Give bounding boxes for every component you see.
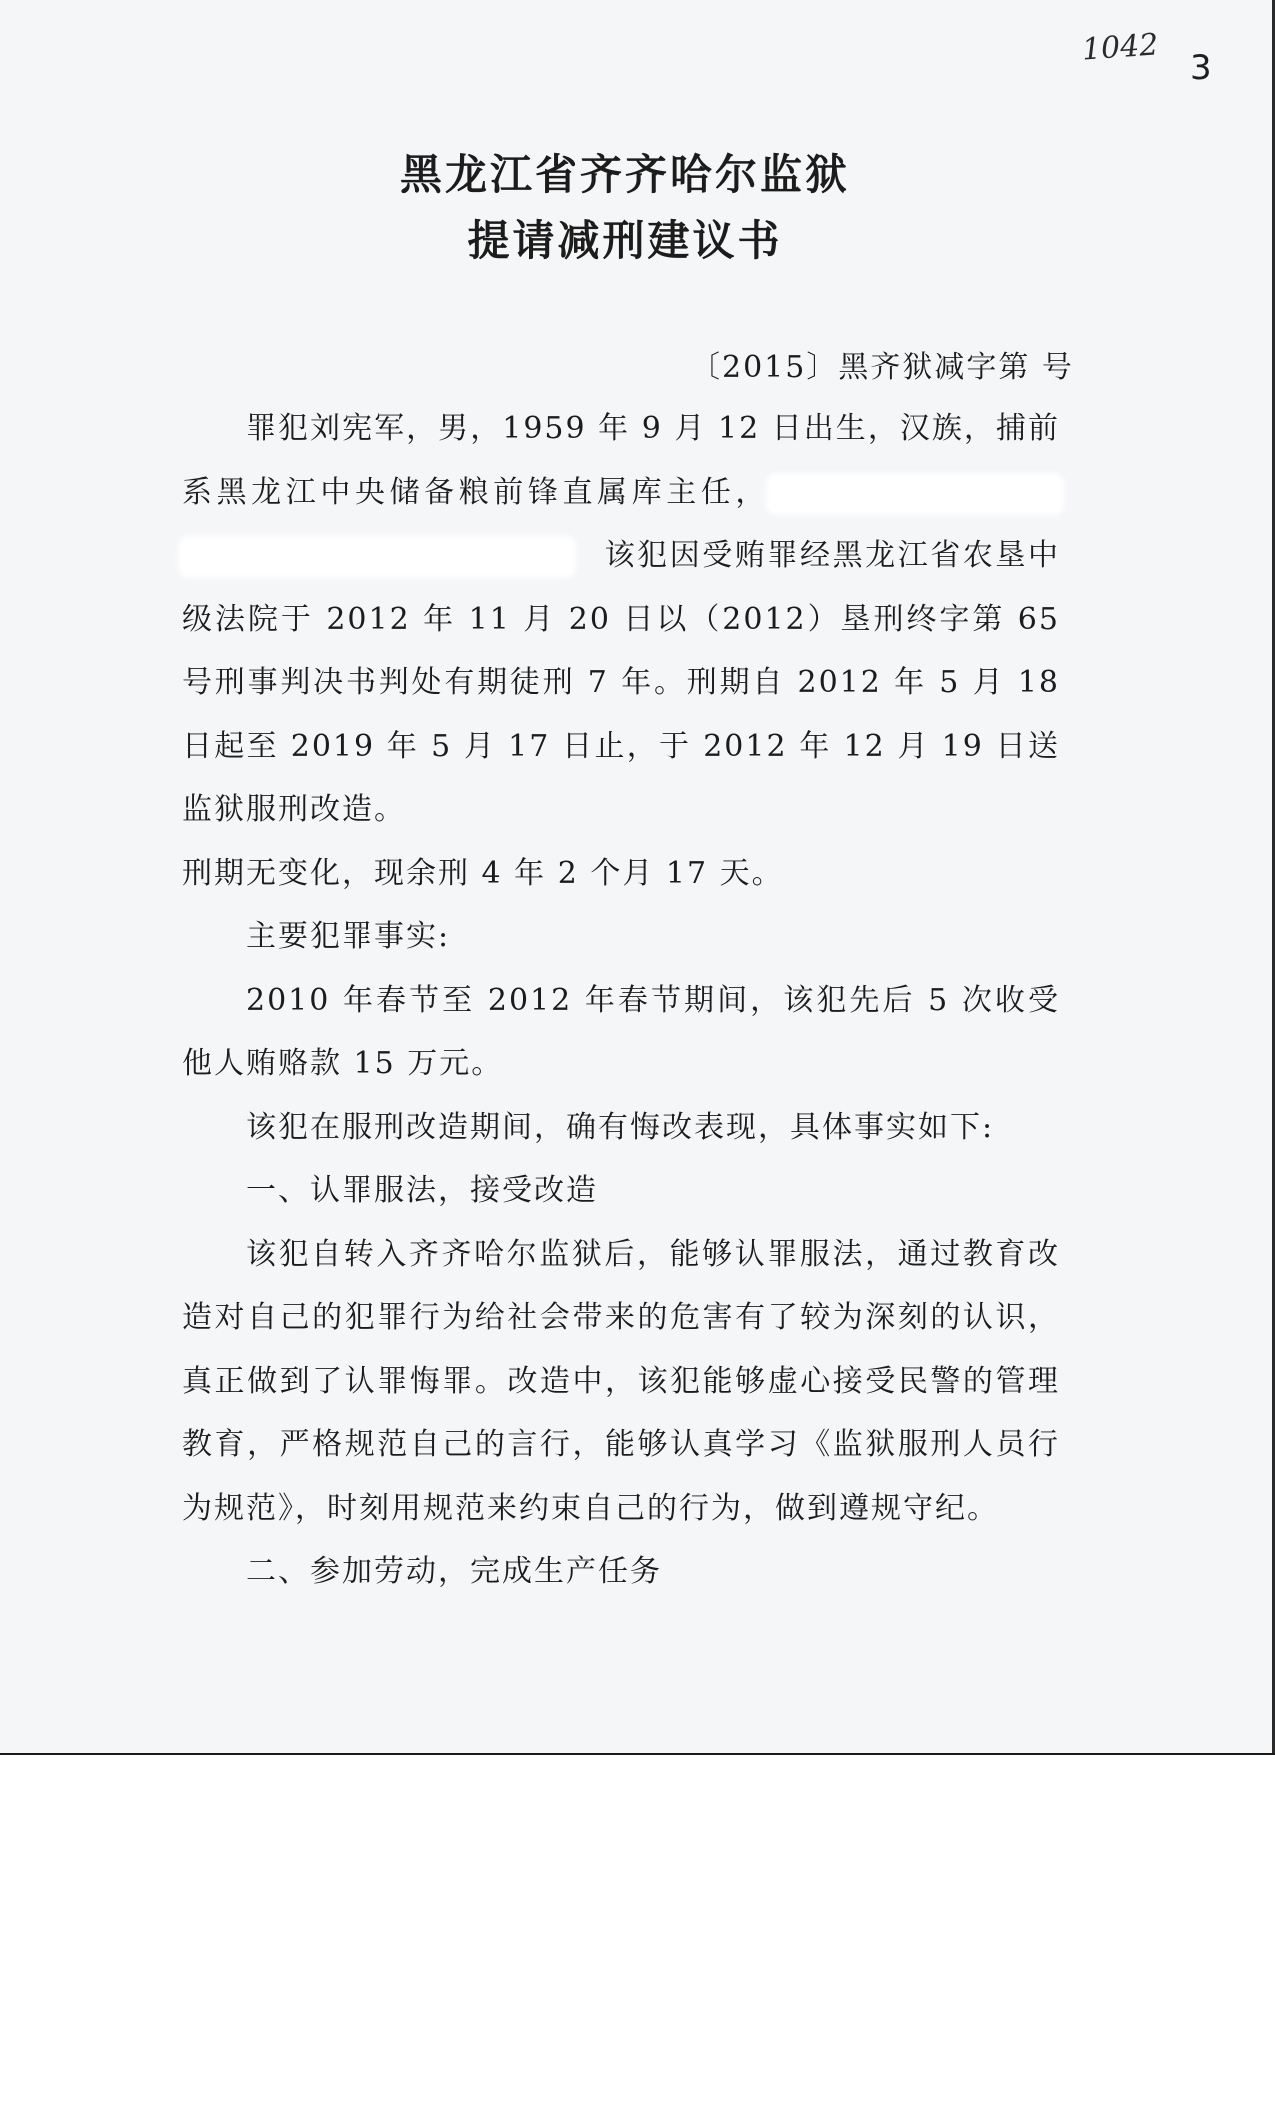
facts-paragraph: 2010 年春节至 2012 年春节期间，该犯先后 5 次收受他人贿赂款 15 万元。 <box>182 982 1060 1081</box>
redaction-mark <box>770 477 1060 511</box>
section-1-paragraph: 该犯自转入齐齐哈尔监狱后，能够认罪服法，通过教育改造对自己的犯罪行为给社会带来的危害有了较为深刻的认识，真正做到了认罪悔罪。改造中，该犯能够虚心接受民警的管理教育，严格规范自己的言行，能够认真学习《监狱服刑人员行为规范》，时刻用规范来约束自己的行为，做到遵规守纪。 <box>182 1236 1060 1526</box>
reform-intro: 该犯在服刑改造期间，确有悔改表现，具体事实如下: <box>246 1109 995 1145</box>
document-title-line-2: 提请减刑建议书 <box>467 216 783 265</box>
intro-text-b: 该犯因受贿罪经黑龙江省农垦中级法院于 2012 年 11 月 20 日以（2012）垦刑终字第 65 号刑事判决书判处有期徒刑 7 年。刑期自 2012 年 5 月 18 日起至 2019 年 5 月 17 日止，于 2012 年 12 月 19 日送监狱服刑改造。 <box>182 538 1060 827</box>
document-number: 〔2015〕黑齐狱减字第 号 <box>690 350 1074 385</box>
handwritten-page-note: 1042 <box>1080 27 1160 68</box>
document-body <box>182 397 1060 1604</box>
page-number: 3 <box>1190 48 1212 88</box>
section-2-heading: 二、参加劳动，完成生产任务 <box>246 1554 662 1589</box>
facts-heading: 主要犯罪事实: <box>246 919 451 954</box>
redaction-mark <box>182 540 572 574</box>
document-title-line-1: 黑龙江省齐齐哈尔监狱 <box>399 150 850 199</box>
sentence-status: 刑期无变化，现余刑 4 年 2 个月 17 天。 <box>182 855 784 891</box>
section-1-heading: 一、认罪服法，接受改造 <box>246 1173 598 1208</box>
intro-paragraph <box>182 397 1060 842</box>
intro-text-a: 罪犯刘宪军，男，1959 年 9 月 12 日出生，汉族，捕前系黑龙江中央储备粮前锋直属库主任， <box>182 411 1060 510</box>
